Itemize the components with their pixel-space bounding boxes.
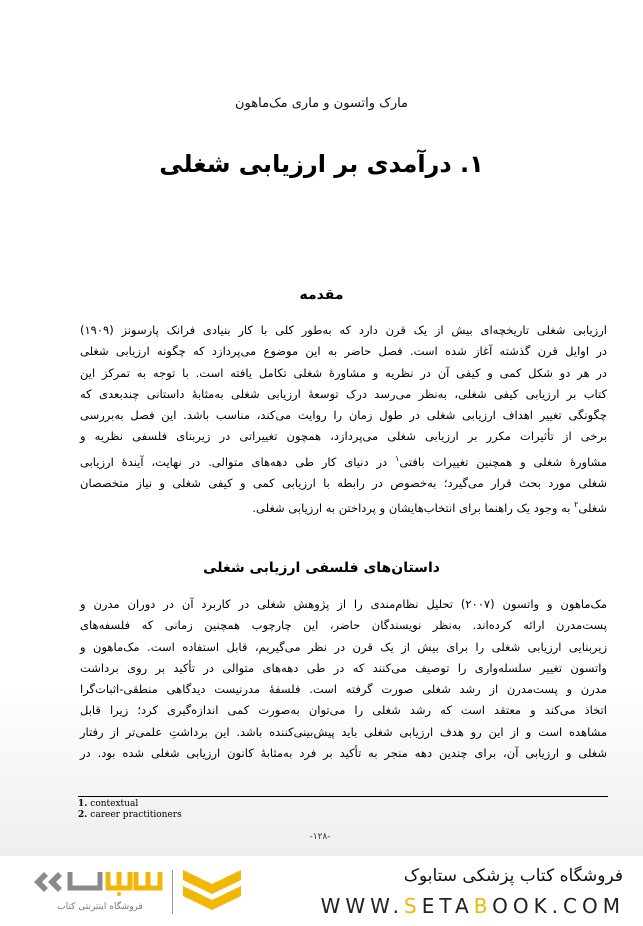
url-part: WWW. (320, 894, 405, 918)
url-part-accent: S (404, 894, 422, 918)
chapter-title: ۱. درآمدی بر ارزیابی شغلی (159, 150, 484, 178)
text-line: پست‌مدرن ارائه کرده‌اند. به‌نظر نویسندگان حاضر، این چارچوب همچنین زمانی که فلسفه‌های (80, 618, 607, 633)
setabook-chevron-icon (183, 870, 241, 914)
footnote-divider (78, 796, 608, 797)
logo-tagline: فروشگاه اینترنتی کتاب (57, 902, 143, 912)
footnote-mark: ۲ (574, 500, 579, 510)
text-line: کتاب بر ارزیابی کیفی شغلی، به‌نظر می‌رسد درک توسعهٔ ارزیابی شغلی به‌مثابهٔ داستانی چندبعدی که (80, 386, 607, 401)
url-part-accent: B (473, 894, 493, 918)
philosophical-stories-paragraph (80, 594, 607, 764)
footnote-text: career practitioners (90, 810, 182, 820)
text-line: چگونگی تغییر اهداف ارزیابی شغلی در طول زمان را روایت می‌کند، مناسب باشد. این فصل به‌بررسی (80, 408, 607, 423)
text-line: واتسون تغییر سلسله‌واری را توصیف می‌کنند که در طی دهه‌های متوالی در تأکید بر روی برداشت (80, 660, 607, 675)
text-line: مشاهده است و از این رو هدف ارزیابی شغلی باید پیش‌بینی‌کننده باشد. این برداشتِ علمی‌تر از رفتار (80, 724, 607, 739)
store-url-link[interactable] (321, 894, 625, 918)
footnote-number: 2. (78, 810, 88, 820)
text-line: مدرن و پست‌مدرن از رشد شغلی صورت گرفته است. فلسفهٔ مدرنیست دیدگاهی منطقی-اثبات‌گرا (80, 682, 607, 697)
footnote-item (78, 799, 182, 810)
text-line (80, 494, 607, 519)
text-line: ارزیابی شغلی تاریخچه‌ای بیش از یک قرن دارد که به‌طور کلی با کار بنیادی فرانک پارسونز (۱۹۰۹) (80, 323, 607, 337)
footnote-mark: ۱ (395, 453, 400, 463)
text-line: مک‌ماهون و واتسون (۲۰۰۷) تحلیل نظام‌مندی را از پژوهش شغلی در کاربرد آن در دوران مدرن و (80, 597, 608, 611)
section-heading-introduction: مقدمه (299, 287, 344, 303)
section-heading-philosophical-stories: داستان‌های فلسفی ارزیابی شغلی (203, 560, 440, 576)
text-line: شغلی و ارزیابی آن، برای چندین دهه منجر به تأکید بر فرد به‌مثابهٔ کانون ارزیابی شغلی شده بود. در (80, 746, 607, 761)
introduction-paragraph (80, 320, 607, 519)
text-line (80, 448, 607, 473)
url-part: OOK.COM (492, 894, 625, 918)
store-name: فروشگاه کتاب پزشکی ستابوک (403, 866, 623, 886)
text-line: برخی از تأثیرات مکرر بر ارزیابی شغلی می‌پردازد، همچون تغییراتی در زیربنای فلسفی نظریه و (80, 429, 607, 444)
store-banner[interactable] (0, 856, 643, 926)
text-fragment: مشاورهٔ شغلی و همچنین تغییرات بافتی (399, 454, 608, 469)
footnote-item (78, 810, 182, 821)
url-part: ETA (421, 894, 474, 918)
footnotes (78, 799, 182, 821)
text-line: در اوایل قرن گذشته آغاز شده است. فصل حاضر به این موضوع می‌پردازد که چگونه ارزیابی شغلی (80, 344, 607, 359)
chapter-authors: مارک واتسون و ماری مک‌ماهون (234, 96, 409, 111)
text-fragment: شغلی (578, 501, 607, 516)
logo-divider (172, 870, 173, 914)
text-line: در هر دو شکل کمی و کیفی آن در نظریه و مشاورهٔ شغلی تکامل یافته است. با توجه به تمرکز این (80, 365, 607, 380)
footnote-text: contextual (90, 799, 139, 809)
text-line: شغلی مورد بحث قرار می‌گیرد؛ به‌خصوص در رابطه با ارزیابی کمی و کیفی شغلی و نیاز متخصصان (80, 475, 607, 490)
text-line: اتخاذ می‌کند و معتقد است که رشد شغلی را می‌توان به‌صورت کمی اندازه‌گیری کرد؛ زیرا قابل (80, 703, 607, 718)
footnote-number: 1. (78, 799, 88, 809)
text-line: زیربنایی ارزیابی شغلی را برای بیش از یک قرن در نظر می‌گیریم، قابل استفاده است. مک‌ماهون و (80, 639, 607, 654)
text-fragment: به وجود یک راهنما برای انتخاب‌هایشان و پرداختن به ارزیابی شغلی. (252, 501, 571, 516)
text-fragment: در دنیای کار طی دهه‌های متوالی. در نهایت، آیندهٔ ارزیابی (80, 454, 388, 469)
setabook-logo-wordmark (30, 866, 165, 898)
page-number: -۱۲۸- (309, 832, 331, 842)
